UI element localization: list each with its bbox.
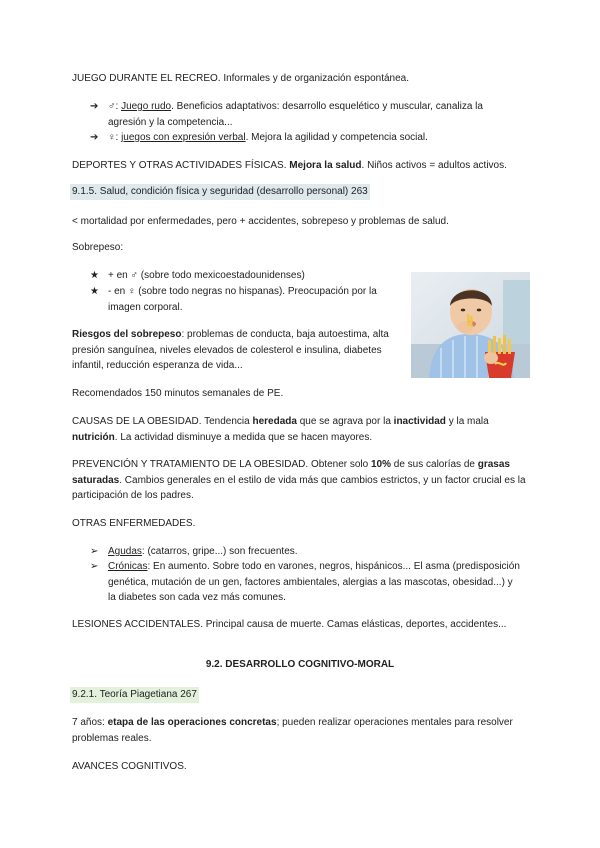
recreo-item-rudo <box>90 99 520 130</box>
recreo-item-verbal <box>90 130 520 146</box>
sobrepeso-item-male: ★ + en ♂ (sobre todo mexicoestadounidenses) <box>90 268 405 284</box>
recreo-heading: JUEGO DURANTE EL RECREO. Informales y de organización espontánea. <box>72 73 409 84</box>
star-bullet-icon: ★ <box>90 286 99 297</box>
male-symbol: ♂: <box>108 101 122 112</box>
riesgos-paragraph: Riesgos del sobrepeso: problemas de conducta, baja autoestima, alta presión sanguínea, niveles elevados de colesterol e insulina, diabetes infantil, reducción esperanza de vida... <box>72 329 389 371</box>
section-heading-9-1-5: 9.1.5. Salud, condición física y seguridad (desarrollo personal) 263 <box>70 184 370 200</box>
arrow-bullet-icon: ➔ <box>90 101 99 112</box>
avances-heading: AVANCES COGNITIVOS. <box>72 761 187 772</box>
juegos-verbal-term: juegos con expresión verbal <box>121 132 246 143</box>
juegos-verbal-text: . Mejora la agilidad y competencia social. <box>245 132 428 143</box>
recomendados-paragraph: Recomendados 150 minutos semanales de PE. <box>72 388 284 399</box>
siete-anos-paragraph: 7 años: etapa de las operaciones concretas; pueden realizar operaciones mentales para resolver problemas reales. <box>72 717 513 744</box>
otras-heading: OTRAS ENFERMEDADES. <box>72 518 196 529</box>
arrow-bullet-icon: ➔ <box>90 132 99 143</box>
chevron-bullet-icon: ➢ <box>90 546 99 557</box>
lesiones-paragraph: LESIONES ACCIDENTALES. Principal causa de muerte. Camas elásticas, deportes, accidentes... <box>72 619 507 630</box>
prevencion-paragraph: PREVENCIÓN Y TRATAMIENTO DE LA OBESIDAD. Obtener solo 10% de sus calorías de grasas saturadas. Cambios generales en el estilo de vida más que cambios estrictos, y un factor crucial es la participación de los padres. <box>72 459 526 501</box>
sobrepeso-item-female: ★ - en ♀ (sobre todo negras no hispanas). Preocupación por la imagen corporal. <box>90 286 377 313</box>
female-symbol: ♀: <box>108 132 122 143</box>
causas-paragraph: CAUSAS DE LA OBESIDAD. Tendencia heredada que se agrava por la inactividad y la mala nutrición. La actividad disminuye a medida que se hacen mayores. <box>72 416 489 443</box>
section-heading-9-2-1: 9.2.1. Teoría Piagetiana 267 <box>70 687 199 703</box>
deportes-paragraph: DEPORTES Y OTRAS ACTIVIDADES FÍSICAS. Mejora la salud. Niños activos = adultos activos. <box>72 160 507 171</box>
otras-item-agudas: ➢ Agudas: (catarros, gripe...) son frecuentes. <box>90 544 520 560</box>
sobrepeso-label: Sobrepeso: <box>72 242 124 253</box>
juego-rudo-term: Juego rudo <box>121 101 172 112</box>
juego-rudo-text: . Beneficios adaptativos: desarrollo esquelético y muscular, canaliza la agresión y la competencia... <box>108 101 483 128</box>
otras-item-cronicas: ➢ Crónicas: En aumento. Sobre todo en varones, negros, hispánicos... El asma (predisposición genética, mutación de un gen, factores ambientales, alergias a las mascotas, obesidad...) y la diabetes son cada vez más comunes. <box>90 561 520 603</box>
mortalidad-paragraph: < mortalidad por enfermedades, pero + accidentes, sobrepeso y problemas de salud. <box>72 216 449 227</box>
chevron-bullet-icon: ➢ <box>90 561 99 572</box>
child-eating-fries-photo <box>411 272 530 378</box>
section-heading-9-2: 9.2. DESARROLLO COGNITIVO-MORAL <box>205 659 395 670</box>
star-bullet-icon: ★ <box>90 270 99 281</box>
